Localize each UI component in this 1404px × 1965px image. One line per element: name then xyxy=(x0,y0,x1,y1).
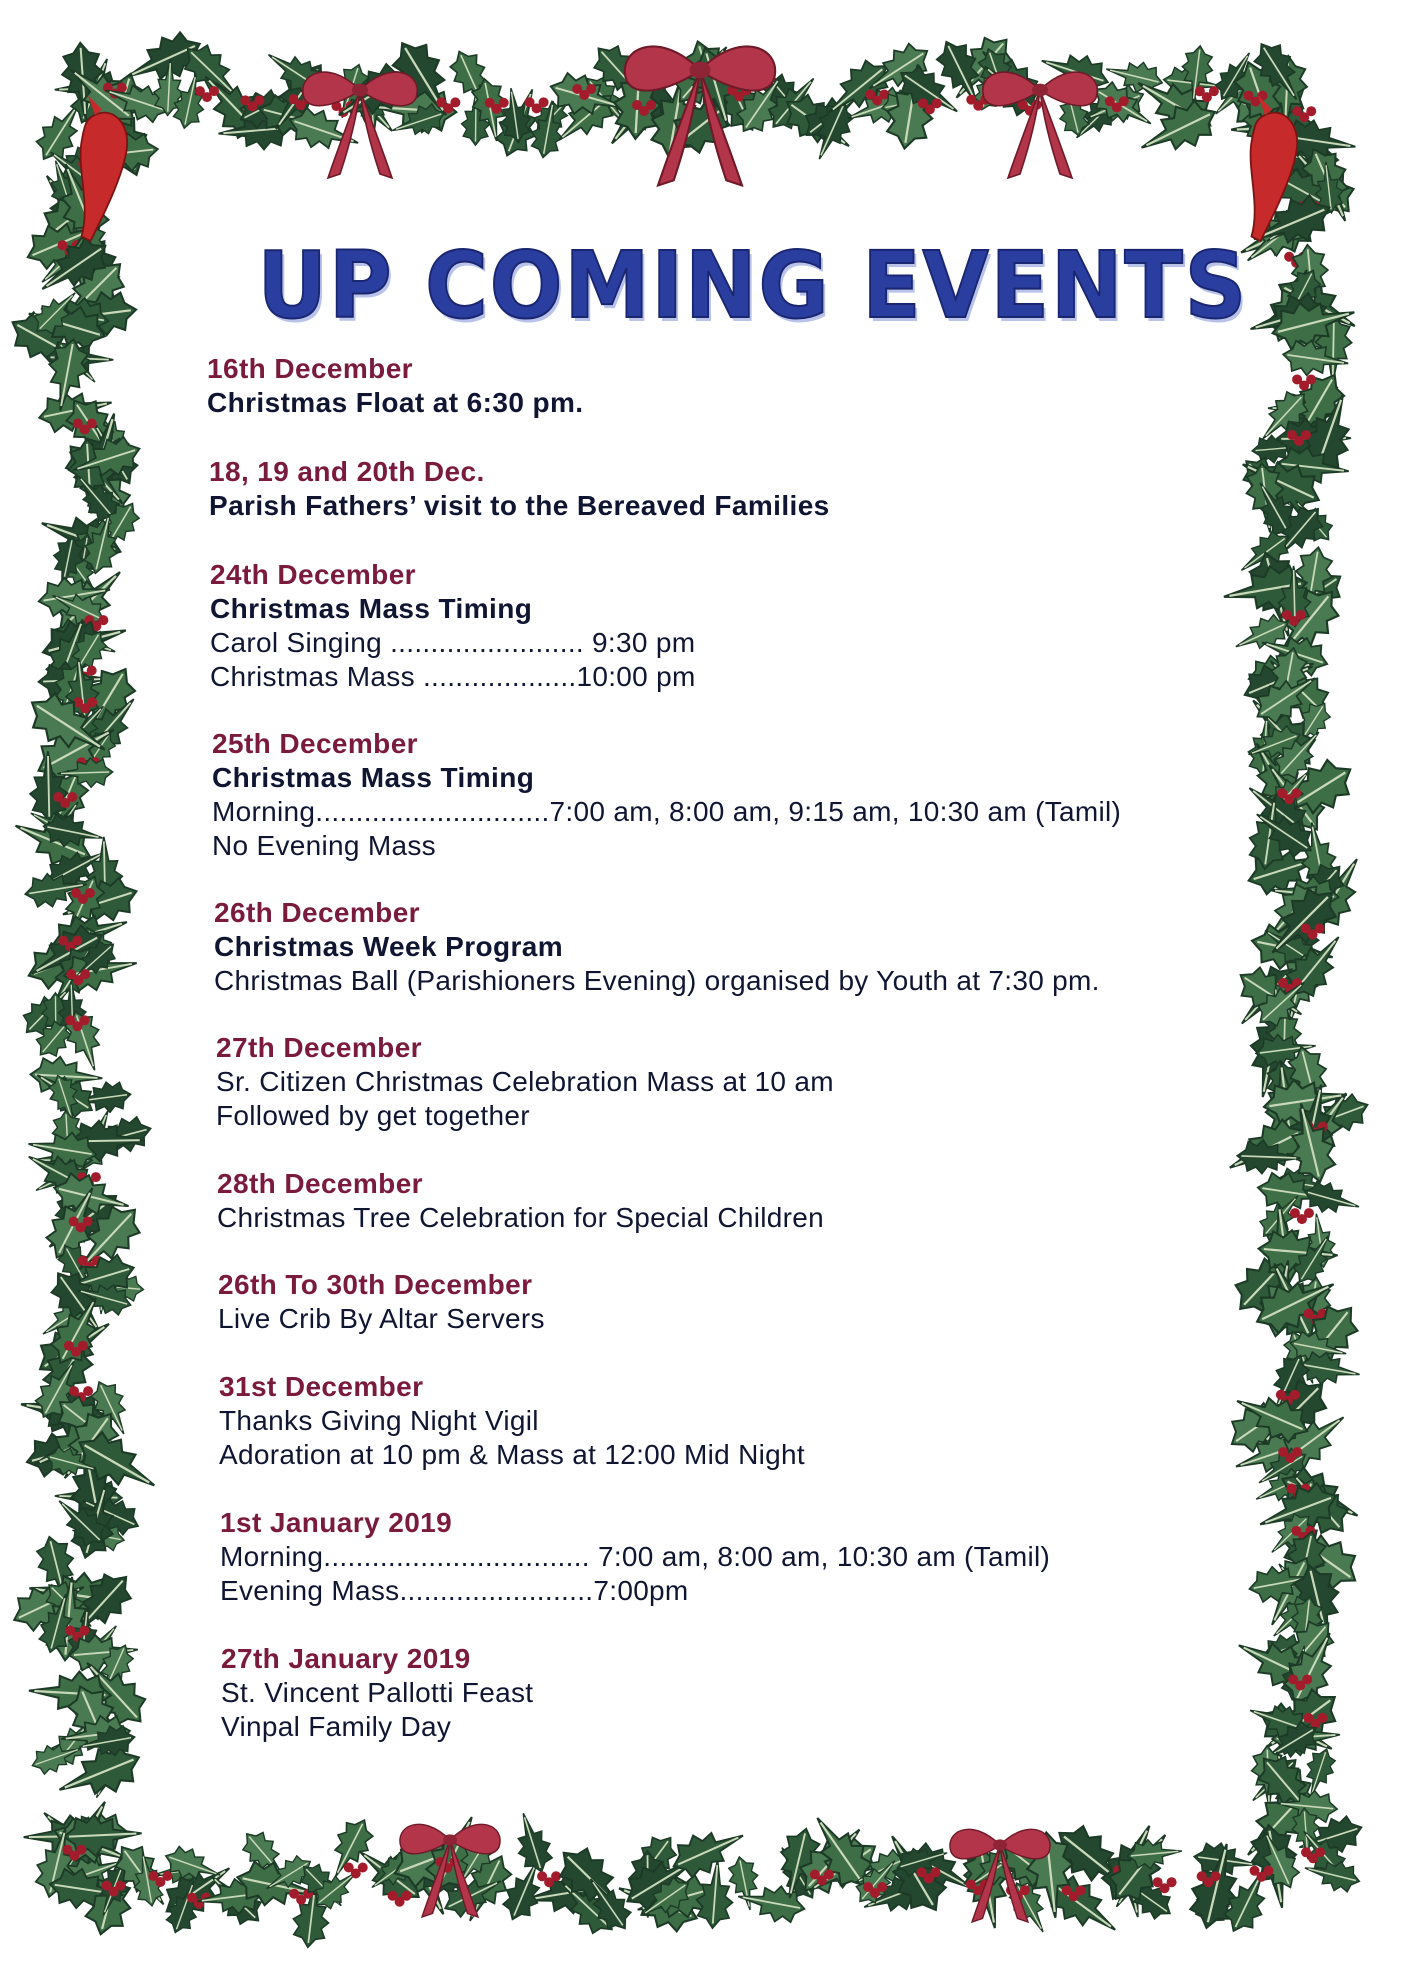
event-item xyxy=(218,1268,545,1336)
event-headline: Christmas Mass Timing xyxy=(210,593,533,624)
event-detail: Sr. Citizen Christmas Celebration Mass at 10 am xyxy=(216,1066,834,1097)
event-item xyxy=(220,1506,1050,1608)
event-detail: Adoration at 10 pm & Mass at 12:00 Mid Night xyxy=(219,1439,805,1470)
event-headline: Christmas Float at 6:30 pm. xyxy=(207,387,584,418)
event-detail: Carol Singing ........................ 9:30 pm xyxy=(210,627,696,658)
event-date: 28th December xyxy=(217,1168,423,1199)
event-detail: Morning.............................7:00 am, 8:00 am, 9:15 am, 10:30 am (Tamil) xyxy=(212,796,1122,827)
event-date: 26th To 30th December xyxy=(218,1269,533,1300)
event-date: 1st January 2019 xyxy=(220,1507,453,1538)
event-date: 26th December xyxy=(214,897,420,928)
event-headline: Parish Fathers’ visit to the Bereaved Families xyxy=(209,490,830,521)
event-detail: Vinpal Family Day xyxy=(221,1711,452,1742)
event-detail: Christmas Ball (Parishioners Evening) organised by Youth at 7:30 pm. xyxy=(214,965,1100,996)
event-detail: Christmas Tree Celebration for Special Children xyxy=(217,1202,825,1233)
event-item xyxy=(219,1370,805,1472)
event-date: 27th December xyxy=(216,1032,422,1063)
event-item xyxy=(210,558,696,694)
event-item xyxy=(216,1031,834,1133)
page-title: UP COMING EVENTS xyxy=(257,232,1249,339)
event-headline: Christmas Week Program xyxy=(214,931,564,962)
event-item xyxy=(209,455,830,523)
event-detail: St. Vincent Pallotti Feast xyxy=(221,1677,534,1708)
event-item xyxy=(212,727,1121,863)
event-detail: Live Crib By Altar Servers xyxy=(218,1303,545,1334)
event-date: 16th December xyxy=(207,353,413,384)
event-detail: Christmas Mass ...................10:00 pm xyxy=(210,661,696,692)
event-detail: Followed by get together xyxy=(216,1100,530,1131)
event-detail: No Evening Mass xyxy=(212,830,436,861)
event-headline: Christmas Mass Timing xyxy=(212,762,535,793)
event-date: 27th January 2019 xyxy=(221,1643,471,1674)
event-date: 25th December xyxy=(212,728,418,759)
event-item xyxy=(217,1167,824,1235)
event-date: 24th December xyxy=(210,559,416,590)
event-date: 18, 19 and 20th Dec. xyxy=(209,456,485,487)
event-item xyxy=(214,896,1100,998)
event-item xyxy=(207,352,583,420)
event-detail: Morning................................. 7:00 am, 8:00 am, 10:30 am (Tamil) xyxy=(220,1541,1051,1572)
event-item xyxy=(221,1642,533,1744)
event-detail: Evening Mass........................7:00pm xyxy=(220,1575,689,1606)
event-date: 31st December xyxy=(219,1371,424,1402)
event-detail: Thanks Giving Night Vigil xyxy=(219,1405,539,1436)
